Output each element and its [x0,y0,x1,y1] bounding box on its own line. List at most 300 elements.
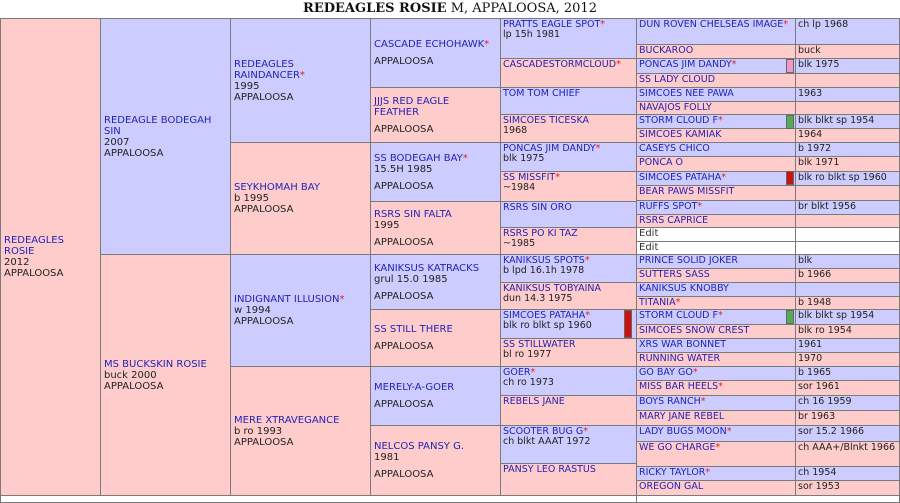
gen3-horse [370,87,501,143]
gen5-info [795,366,900,381]
gen5-name-link[interactable] [639,326,793,336]
gen4-name-link-text[interactable]: SIMCOES PATAHA [503,310,586,321]
subject-year: 2012 [4,257,30,268]
gen4-name-link-text[interactable]: RSRS PO KI TAZ [503,228,578,239]
star-marker: * [715,442,721,453]
star-marker: * [462,152,468,164]
gen2-name-link-text[interactable]: INDIGNANT ILLUSION [234,294,340,305]
gen5-info-text: buck [798,45,821,56]
gen4-info: bl ro 1977 [503,349,552,360]
gen5-name-link-text[interactable]: NAVAJOS FOLLY [639,102,712,113]
sire [100,18,231,255]
dam-name-link[interactable]: MS BUCKSKIN ROSIE [104,358,207,370]
gen4-info: ~1984 [503,182,536,193]
gen5-info [795,352,900,367]
gen5-info [795,425,900,442]
gen5-name-link[interactable] [639,187,793,197]
star-marker: * [726,426,732,437]
gen2-horse [230,366,371,496]
gen2-info: b 1995 [234,193,269,204]
gen5-name-link[interactable] [639,130,793,140]
gen4-horse [500,309,637,339]
gen5-horse [636,282,796,297]
green-marker-icon [786,310,794,324]
gen5-info [795,58,900,74]
gen5-name-link-text[interactable]: SS LADY CLOUD [639,74,716,85]
star-marker: * [339,294,345,305]
gen5-name-link[interactable] [639,368,793,378]
gen5-horse [636,58,796,74]
footer-cell [0,495,637,503]
gen5-name-link[interactable] [639,427,793,437]
edit-link-cell [636,227,796,242]
gen3-breed: APPALOOSA [374,180,434,192]
gen2-info: 1995 [234,80,260,92]
gen5-horse [636,171,796,186]
gen5-horse [636,338,796,353]
gen5-info [795,241,900,255]
gen3-breed: APPALOOSA [374,341,434,352]
gen3-name-link-text[interactable]: NELCOS PANSY G. [374,441,465,452]
gen5-info [795,171,900,186]
gen3-horse [370,254,501,310]
gen4-name-link-text[interactable]: KANIKSUS TOBYAINA [503,283,601,294]
gen4-name-link-text[interactable]: RSRS SIN ORO [503,202,572,213]
gen5-info [795,101,900,115]
gen2-name-link[interactable] [234,415,367,426]
gen5-name-link-text[interactable]: KANIKSUS KNOBBY [639,283,729,294]
gen5-name-link-text[interactable]: BUCKAROO [639,45,694,56]
gen5-horse [636,395,796,411]
gen5-info [795,185,900,201]
gen4-horse [500,227,637,255]
gen4-name-link[interactable] [503,397,634,407]
gen2-horse [230,18,371,143]
gen5-name-link-text[interactable]: STORM CLOUD F [639,115,718,126]
gen5-horse [636,101,796,115]
gen4-name-link-text[interactable]: TOM TOM CHIEF [503,88,581,99]
gen5-horse [636,380,796,396]
gen2-name-link[interactable] [234,59,367,81]
gen4-info: ch ro 1973 [503,377,554,388]
gen2-horse [230,254,371,367]
gen5-name-link[interactable] [639,270,793,280]
gen5-name-link-text[interactable]: XRS WAR BONNET [639,339,726,350]
dam [100,254,231,496]
gen4-name-link[interactable] [503,60,634,70]
gen5-info-text: 1970 [798,353,823,364]
gen3-name-link[interactable] [374,324,497,335]
gen5-info-text: blk 1971 [798,157,840,168]
gen4-info: blk 1975 [503,153,545,164]
gen4-name-link-text[interactable]: SCOOTER BUG G [503,426,584,437]
gen5-info-text: b 1966 [798,269,832,280]
gen4-info: ~1985 [503,238,536,249]
gen3-info: 1981 [374,452,400,463]
gen4-name-link-text[interactable]: KANIKSUS SPOTS [503,255,585,266]
star-marker: * [583,426,589,437]
star-marker: * [584,255,590,266]
pink-marker-icon [786,59,794,73]
gen3-info: 15.5H 1985 [374,163,433,175]
gen5-info [795,395,900,411]
gen4-horse [500,338,637,367]
gen3-name-link[interactable] [374,263,497,274]
gen3-breed: APPALOOSA [374,56,434,67]
gen5-name-link[interactable] [639,482,793,492]
gen5-name-link[interactable] [639,20,793,30]
gen5-info [795,309,900,325]
gen5-name-link-text[interactable]: RUNNING WATER [639,353,721,364]
gen5-info [795,480,900,496]
gen3-horse [370,18,501,88]
gen5-info-text: b 1965 [798,367,832,378]
star-marker: * [530,367,536,378]
gen5-info-text: ch lp 1968 [798,19,849,30]
gen5-info-text: b 1948 [798,297,832,308]
gen3-name-link-text[interactable]: MERELY-A-GOER [374,382,455,393]
gen3-breed: APPALOOSA [374,399,434,410]
star-marker: * [718,381,723,392]
gen3-name-link[interactable] [374,441,497,452]
gen5-name-link-text[interactable]: RUFFS SPOT [639,201,698,212]
gen2-name-link-text[interactable]: MERE XTRAVEGANCE [234,414,340,426]
gen5-name-link[interactable] [639,75,793,85]
gen5-info-text: ch AAA+/Blnkt 1966 [798,442,896,453]
gen5-name-link[interactable] [639,46,793,56]
dam-breed: APPALOOSA [104,380,164,392]
gen5-name-link[interactable] [639,202,793,212]
gen4-horse [500,58,637,88]
gen5-name-link-text[interactable]: SIMCOES PATAHA [639,172,722,183]
gen3-name-link[interactable] [374,39,497,50]
gen2-breed: APPALOOSA [234,91,294,103]
gen3-horse [370,201,501,255]
gen2-name-link-text[interactable]: REDEAGLES RAINDANCER [234,58,300,81]
gen3-horse [370,142,501,202]
gen3-name-link[interactable] [374,209,497,220]
gen5-horse [636,156,796,172]
gen4-info: b lpd 16.1h 1978 [503,265,585,276]
gen4-name-link-text[interactable]: PANSY LEO RASTUS [503,464,596,475]
gen4-horse [500,463,637,496]
star-marker: * [717,310,723,321]
gen5-name-link[interactable] [639,144,793,154]
gen4-horse [500,171,637,202]
gen5-horse [636,352,796,367]
gen5-name-link-text[interactable]: RSRS CAPRICE [639,215,709,226]
gen4-name-link-text[interactable]: SS MISSFIT [503,172,556,183]
gen4-name-link-text[interactable]: REBELS JANE [503,396,565,407]
sire-breed: APPALOOSA [104,147,164,159]
red-marker-icon [624,310,632,338]
gen5-info [795,156,900,172]
star-marker: * [700,396,706,407]
gen5-name-link-text[interactable]: DUN ROVEN CHELSEAS IMAGE [639,19,784,30]
gen5-name-link-text[interactable]: PONCAS JIM DANDY [639,59,732,70]
gen5-name-link[interactable] [639,284,793,294]
gen5-name-link[interactable] [639,116,793,126]
gen4-name-link-text[interactable]: GOER [503,367,531,378]
gen4-info: lp 15h 1981 [503,29,560,40]
gen5-name-link-text[interactable]: OREGON GAL [639,481,704,492]
gen3-name-link-text[interactable]: SS BODEGAH BAY [374,152,463,164]
gen2-info: w 1994 [234,305,271,316]
gen5-name-link[interactable] [639,89,793,99]
gen4-name-link-text[interactable]: PONCAS JIM DANDY [503,143,596,154]
gen5-info [795,324,900,339]
gen5-name-link-text[interactable]: MARY JANE REBEL [639,411,725,422]
gen4-horse [500,87,637,115]
gen3-horse [370,425,501,496]
subject-horse [0,18,101,496]
gen5-horse [636,366,796,381]
gen5-info-text: blk 1975 [798,59,840,70]
gen5-horse [636,410,796,426]
gen3-name-link-text[interactable]: JJJS RED EAGLE FEATHER [374,95,450,118]
gen5-info [795,410,900,426]
gen3-breed: APPALOOSA [374,290,434,302]
gen5-name-link-text[interactable]: WE GO CHARGE [639,442,716,453]
gen5-info-text: sor 1961 [798,381,840,392]
gen5-info [795,268,900,283]
gen2-breed: APPALOOSA [234,204,294,215]
gen5-info-text: blk ro 1954 [798,325,852,336]
gen5-info [795,128,900,143]
gen5-horse [636,268,796,283]
gen5-info [795,338,900,353]
gen2-breed: APPALOOSA [234,316,294,327]
gen4-info: dun 14.3 1975 [503,293,573,304]
gen5-info-text: ch 1954 [798,467,837,478]
gen5-horse [636,466,796,481]
gen5-name-link-text[interactable]: STORM CLOUD F [639,310,718,321]
gen5-name-link-text[interactable]: SUTTERS SASS [639,269,710,280]
gen4-horse [500,142,637,172]
gen4-horse [500,254,637,283]
gen5-name-link[interactable] [639,443,793,453]
gen4-name-link-text[interactable]: PRATTS EAGLE SPOT [503,19,601,30]
star-marker: * [731,59,737,70]
gen4-horse [500,366,637,396]
gen3-name-link-text[interactable]: CASCADE ECHOHAWK [374,39,485,50]
gen5-info-text: 1963 [798,88,823,99]
gen5-info [795,18,900,45]
star-marker: * [600,19,605,30]
gen5-info-text: br 1963 [798,411,836,422]
gen5-horse [636,324,796,339]
gen5-info-text: 1961 [798,339,823,350]
gen2-name-link-text[interactable]: SEYKHOMAH BAY [234,182,320,193]
gen5-horse [636,114,796,129]
star-marker: * [692,367,698,378]
gen5-horse [636,142,796,157]
gen5-info [795,142,900,157]
gen3-name-link[interactable] [374,153,497,164]
gen5-name-link[interactable] [639,412,793,422]
gen5-horse [636,214,796,228]
gen5-info-text: 1964 [798,129,823,140]
star-marker: * [555,172,560,183]
gen5-horse [636,309,796,325]
gen5-name-link-text[interactable]: BEAR PAWS MISSFIT [639,186,735,197]
gen5-name-link-text[interactable]: MISS BAR HEELS [639,381,719,392]
gen5-info-text: blk ro blkt sp 1960 [798,172,887,183]
gen5-horse [636,185,796,201]
sire-info: 2007 [104,136,130,148]
gen5-name-link-text[interactable]: GO BAY GO [639,367,693,378]
gen4-horse [500,282,637,310]
gen5-info-text: ch 16 1959 [798,396,852,407]
gen3-name-link-text[interactable]: RSRS SIN FALTA [374,208,452,220]
gen5-info [795,296,900,310]
gen4-name-link[interactable] [503,465,634,475]
horse-details: M, APPALOOSA, 2012 [450,1,597,16]
gen4-horse [500,18,637,59]
gen5-horse [636,425,796,442]
gen5-info-text: blk blkt sp 1954 [798,310,875,321]
gen5-name-link-text[interactable]: TITANIA [639,297,676,308]
gen4-horse [500,114,637,143]
horse-name: REDEAGLES ROSIE [303,1,447,16]
gen5-info [795,380,900,396]
gen5-horse [636,44,796,59]
gen5-horse [636,441,796,467]
gen4-name-link-text[interactable]: SIMCOES TICESKA [503,115,590,126]
star-marker: * [675,297,681,308]
gen5-name-link-text[interactable]: CASEYS CHICO [639,143,710,154]
gen5-info [795,227,900,242]
gen2-name-link[interactable] [234,294,367,305]
star-marker: * [717,115,723,126]
gen3-info: 1995 [374,219,400,231]
star-marker: * [697,201,703,212]
gen3-horse [370,366,501,426]
gen2-breed: APPALOOSA [234,436,294,448]
star-marker: * [705,467,711,478]
gen5-name-link[interactable] [639,103,793,113]
gen5-name-link[interactable] [639,340,793,350]
edit-link[interactable]: Edit [639,242,659,253]
gen5-name-link[interactable] [639,298,793,308]
gen5-name-link[interactable] [639,173,793,183]
gen3-info: grul 15.0 1985 [374,273,448,285]
gen5-name-link-text[interactable]: SIMCOES NEE PAWA [639,88,734,99]
gen5-horse [636,254,796,269]
gen5-info [795,44,900,59]
page-title [0,0,900,17]
gen5-info [795,282,900,297]
red-marker-icon [786,171,794,185]
gen2-horse [230,142,371,255]
star-marker: * [585,310,591,321]
gen2-info: b ro 1993 [234,425,283,437]
gen5-info-text: sor 15.2 1966 [798,426,865,437]
gen5-name-link[interactable] [639,158,793,168]
gen3-breed: APPALOOSA [374,469,434,480]
gen5-info-text: blk [798,255,813,266]
gen5-name-link-text[interactable]: PONCA O [639,157,683,168]
gen5-name-link[interactable] [639,216,793,226]
gen4-name-link[interactable] [503,89,634,99]
gen5-info-text: sor 1953 [798,481,840,492]
gen5-name-link[interactable] [639,397,793,407]
gen5-name-link[interactable] [639,468,793,478]
gen5-info [795,87,900,102]
gen5-info [795,114,900,129]
gen3-name-link-text[interactable]: KANIKSUS KATRACKS [374,262,480,274]
edit-link[interactable]: Edit [639,228,659,239]
gen3-breed: APPALOOSA [374,236,434,248]
gen5-horse [636,128,796,143]
gen5-name-link-text[interactable]: LADY BUGS MOON [639,426,727,437]
star-marker: * [299,69,305,81]
star-marker: * [595,143,601,154]
gen5-name-link-text[interactable]: SIMCOES SNOW CREST [639,325,750,336]
gen4-info: ch blkt AAAT 1972 [503,436,591,447]
gen5-name-link[interactable] [639,256,793,266]
edit-link-cell [636,241,796,255]
gen5-name-link-text[interactable]: PRINCE SOLID JOKER [639,255,738,266]
gen5-info-text: br blkt 1956 [798,201,857,212]
gen5-name-link[interactable] [639,311,793,321]
sire-name-link[interactable]: REDEAGLE BODEGAH SIN [104,114,212,137]
gen5-info-text: b 1972 [798,143,832,154]
gen5-info [795,254,900,269]
gen5-name-link[interactable] [639,60,793,70]
gen4-horse [500,201,637,228]
gen4-info: blk ro blkt sp 1960 [503,320,592,331]
dam-info: buck 2000 [104,369,157,381]
star-marker: * [721,172,727,183]
footer-cell [636,495,900,503]
gen3-horse [370,309,501,367]
gen4-name-link[interactable] [503,203,634,213]
gen5-info [795,200,900,215]
gen3-name-link[interactable] [374,96,497,118]
gen5-horse [636,200,796,215]
gen5-horse [636,296,796,310]
gen3-name-link-text[interactable]: SS STILL THERE [374,324,453,335]
gen4-horse [500,395,637,426]
gen5-horse [636,73,796,88]
gen4-name-link-text[interactable]: CASCADESTORMCLOUD [503,59,617,70]
gen4-info: 1968 [503,125,528,136]
gen2-name-link[interactable] [234,182,367,193]
green-marker-icon [786,115,794,129]
gen5-info [795,214,900,228]
gen3-name-link[interactable] [374,382,497,393]
gen5-info [795,466,900,481]
star-marker: * [783,19,789,30]
gen5-horse [636,480,796,496]
star-marker: * [484,39,490,50]
gen3-breed: APPALOOSA [374,123,434,135]
gen5-name-link-text[interactable]: SIMCOES KAMIAK [639,129,722,140]
gen5-info [795,441,900,467]
gen5-horse [636,18,796,45]
gen5-info [795,73,900,88]
gen5-name-link-text[interactable]: RICKY TAYLOR [639,467,706,478]
subject-breed: APPALOOSA [4,268,64,279]
star-marker: * [616,59,621,70]
gen4-name-link-text[interactable]: SS STILLWATER [503,339,576,350]
gen5-name-link-text[interactable]: BOYS RANCH [639,396,701,407]
gen5-name-link[interactable] [639,382,793,392]
gen5-name-link[interactable] [639,354,793,364]
gen5-horse [636,87,796,102]
subject-name-link[interactable]: REDEAGLES ROSIE [4,235,64,257]
